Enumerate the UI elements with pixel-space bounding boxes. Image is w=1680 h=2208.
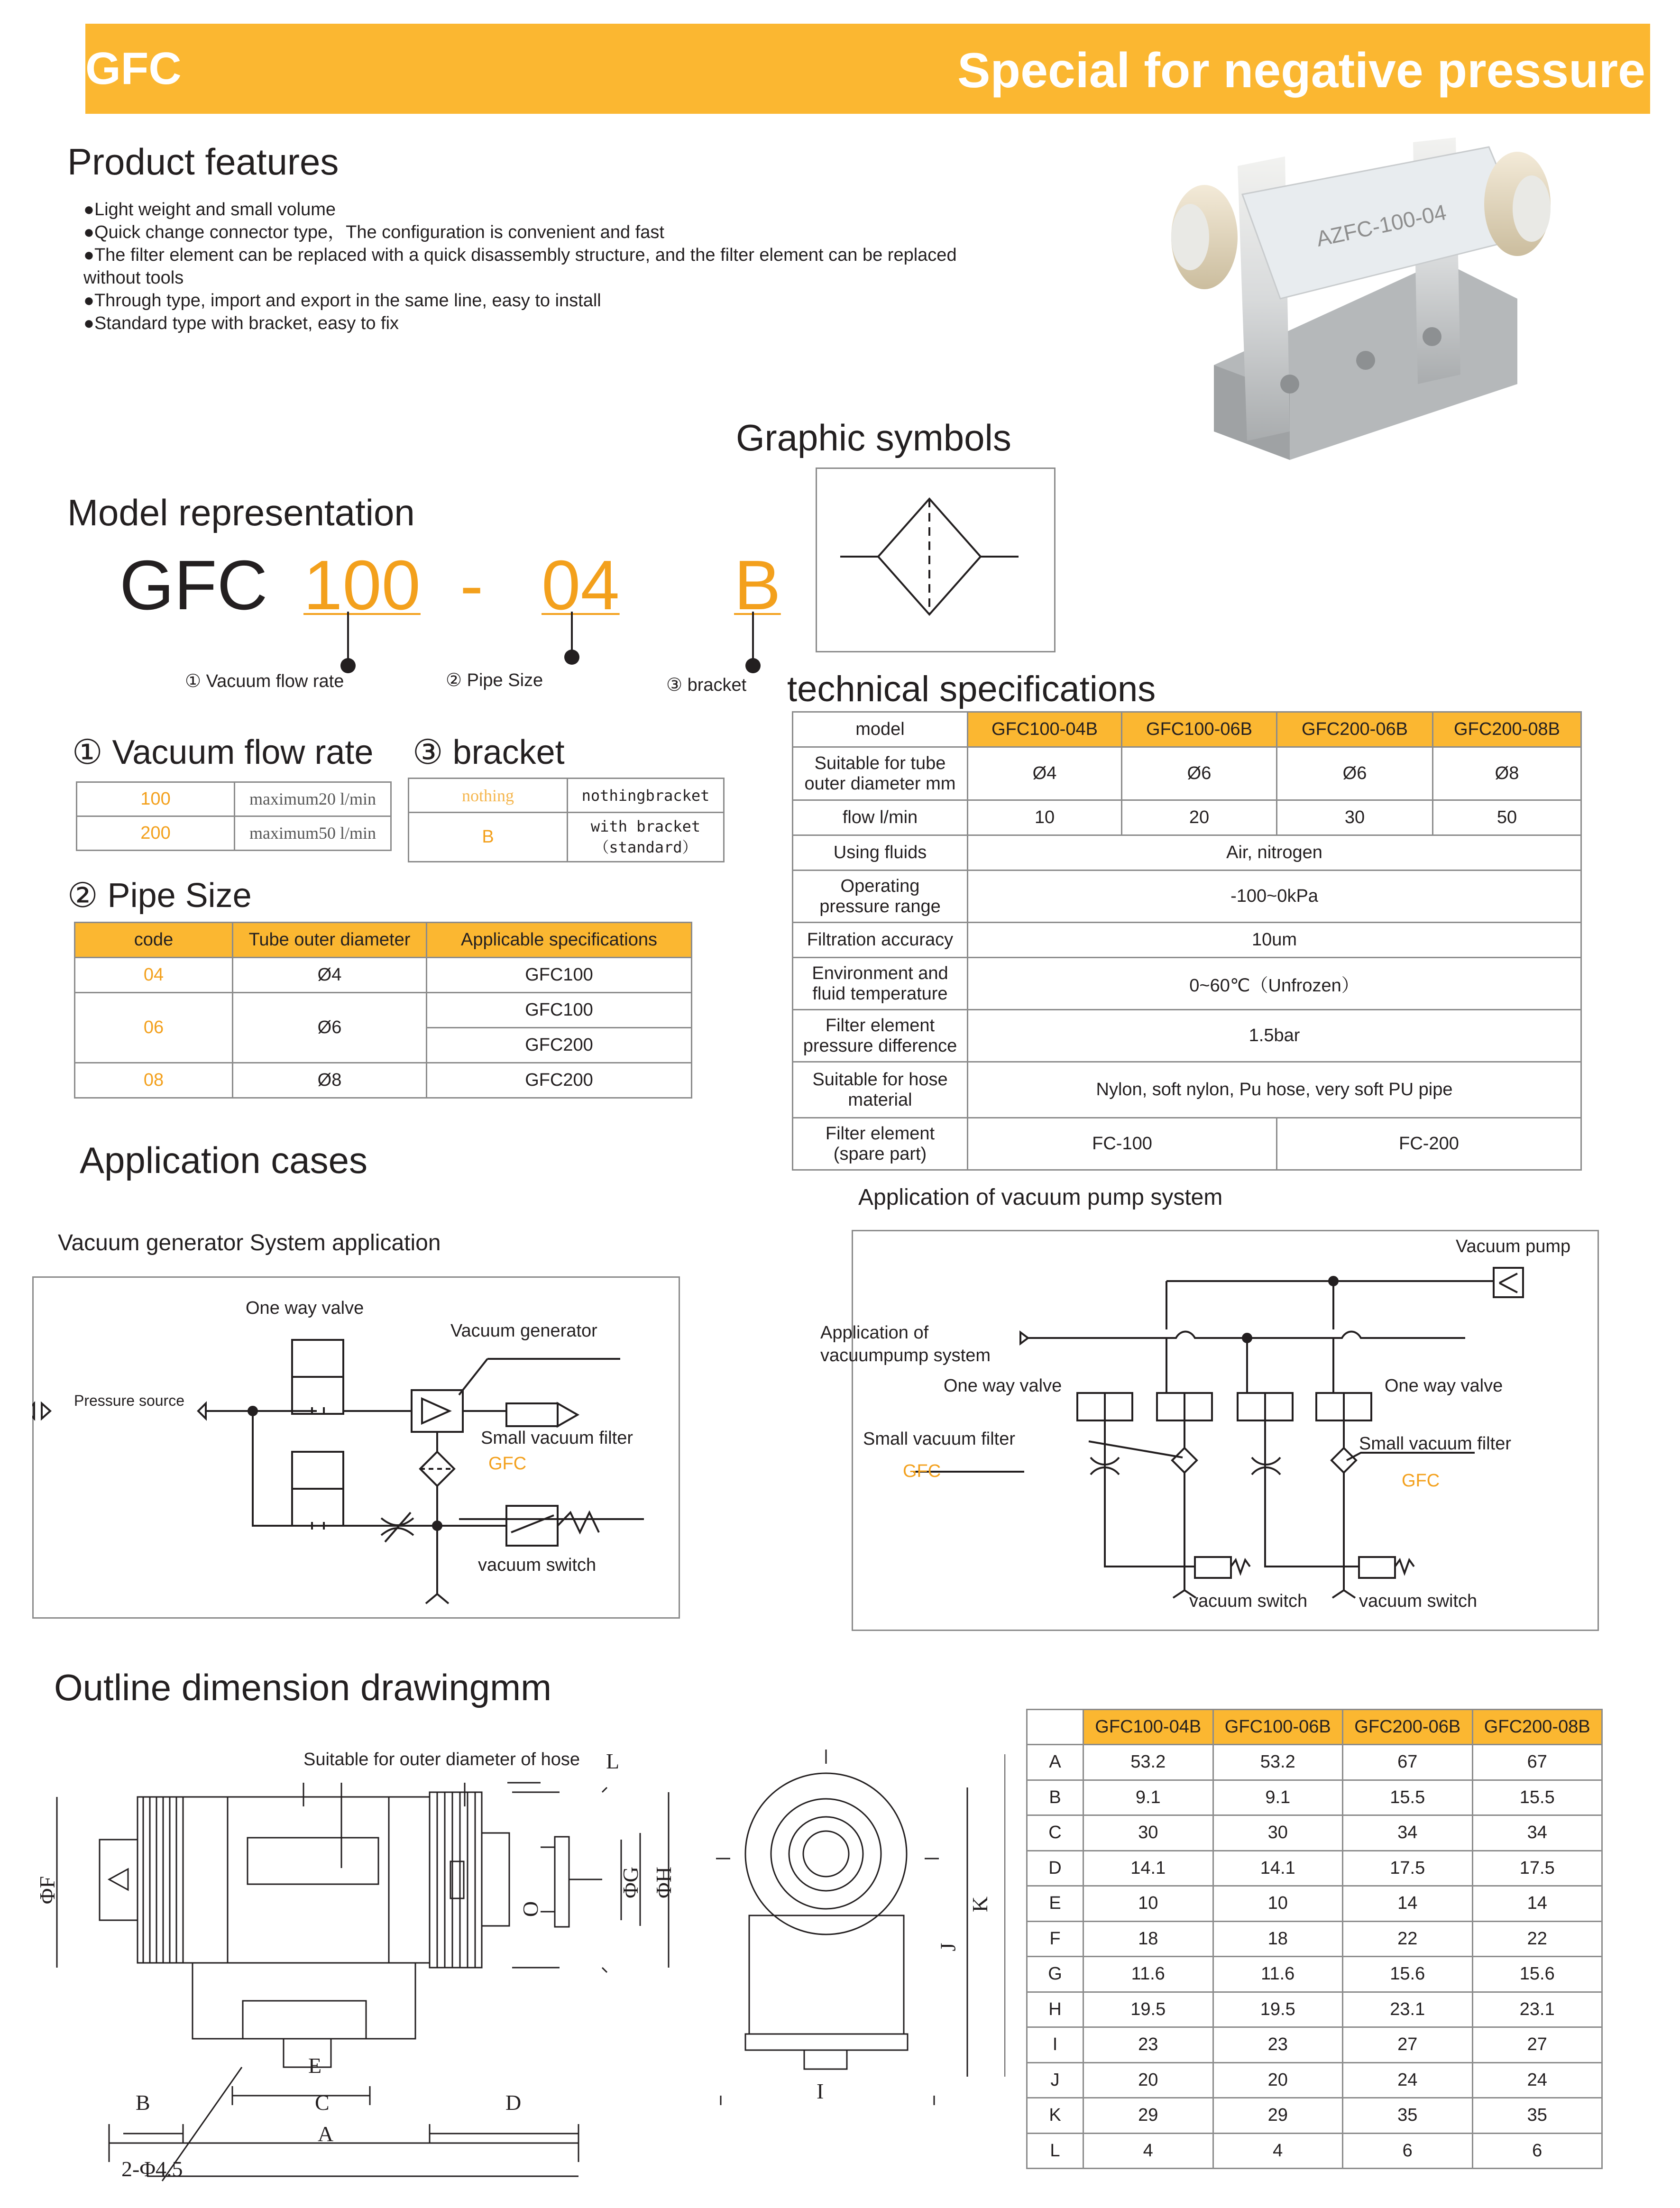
dim-row xyxy=(1027,1921,1602,1957)
dim-value: 19.5 xyxy=(1213,1992,1343,2027)
tech-cell: 20 xyxy=(1122,800,1277,835)
vg-title: Vacuum generator System application xyxy=(58,1230,441,1255)
dim-value: 20 xyxy=(1083,2062,1213,2098)
dim-value: 27 xyxy=(1472,2027,1602,2063)
dim-value: 22 xyxy=(1472,1921,1602,1957)
tech-title: technical specifications xyxy=(787,669,1156,709)
vp-switch-left: vacuum switch xyxy=(1189,1591,1308,1611)
dim-value: 22 xyxy=(1343,1921,1473,1957)
bracket-code: nothing xyxy=(409,779,568,813)
dim-J: J xyxy=(936,1942,960,1951)
pipe-spec: GFC200 xyxy=(427,1028,692,1063)
dim-table xyxy=(1026,1709,1603,2169)
dim-key: B xyxy=(1027,1780,1083,1815)
filter-symbol xyxy=(816,467,1056,652)
header-title: GFC xyxy=(85,43,182,94)
dim-value: 9.1 xyxy=(1213,1780,1343,1815)
dim-value: 53.2 xyxy=(1083,1745,1213,1780)
dim-value: 67 xyxy=(1343,1745,1473,1780)
dim-row xyxy=(1027,1851,1602,1886)
tech-cell: 1.5bar xyxy=(968,1010,1581,1062)
dim-row xyxy=(1027,1815,1602,1851)
dim-I: I xyxy=(817,2079,824,2103)
tech-param: Filter element (spare part) xyxy=(793,1118,968,1170)
flow-value: maximum20 l/min xyxy=(235,782,391,816)
pipe-header: code xyxy=(75,923,233,958)
model-prefix: GFC xyxy=(119,546,268,624)
dim-value: 18 xyxy=(1083,1921,1213,1957)
dim-value: 34 xyxy=(1472,1815,1602,1851)
flow-rate-table xyxy=(76,781,392,851)
model-label-pipe: ② Pipe Size xyxy=(446,670,543,690)
dim-key: J xyxy=(1027,2062,1083,2098)
dim-value: 24 xyxy=(1472,2062,1602,2098)
vg-one-way-valve-label: One way valve xyxy=(246,1298,364,1318)
dim-value: 24 xyxy=(1343,2062,1473,2098)
dim-value: 14.1 xyxy=(1083,1851,1213,1886)
header-subtitle: Special for negative pressure xyxy=(957,43,1645,98)
dim-key: I xyxy=(1027,2027,1083,2063)
vp-switch-right: vacuum switch xyxy=(1359,1591,1478,1611)
dim-row xyxy=(1027,2027,1602,2063)
pipe-size-table xyxy=(74,922,692,1099)
dim-H: ΦH xyxy=(651,1867,676,1898)
model-label-flow: ① Vacuum flow rate xyxy=(185,671,344,691)
tech-header: GFC100-04B xyxy=(968,712,1122,747)
dim-E: E xyxy=(308,2053,322,2078)
dim-value: 23 xyxy=(1213,2027,1343,2063)
dim-O: O xyxy=(518,1901,543,1917)
vp-app-label-1: Application of xyxy=(820,1323,929,1343)
dim-value: 19.5 xyxy=(1083,1992,1213,2027)
bracket-desc: nothingbracket xyxy=(568,779,724,813)
dim-hole: 2-Φ4.5 xyxy=(121,2157,183,2181)
dim-value: 17.5 xyxy=(1472,1851,1602,1886)
dim-value: 15.5 xyxy=(1343,1780,1473,1815)
dim-value: 23.1 xyxy=(1343,1992,1473,2027)
vp-pump-label: Vacuum pump xyxy=(1456,1237,1571,1256)
pipe-size-title: ② Pipe Size xyxy=(67,877,252,915)
dim-key: K xyxy=(1027,2098,1083,2134)
tech-cell: 10um xyxy=(968,923,1581,958)
dim-value: 10 xyxy=(1213,1886,1343,1922)
tech-header: GFC100-06B xyxy=(1122,712,1277,747)
tech-cell: Nylon, soft nylon, Pu hose, very soft PU pipe xyxy=(968,1062,1581,1118)
dim-row xyxy=(1027,1992,1602,2027)
model-label-bracket: ③ bracket xyxy=(666,675,747,695)
outline-end-view xyxy=(702,1745,1005,2105)
dim-key: C xyxy=(1027,1815,1083,1851)
pipe-code: 08 xyxy=(75,1063,233,1098)
dim-value: 17.5 xyxy=(1343,1851,1473,1886)
dim-value: 35 xyxy=(1472,2098,1602,2134)
dim-value: 14 xyxy=(1343,1886,1473,1922)
bracket-code: B xyxy=(409,813,568,862)
pipe-dia: Ø4 xyxy=(233,958,427,993)
vp-filter-left: Small vacuum filter xyxy=(863,1429,1015,1449)
dim-value: 4 xyxy=(1213,2133,1343,2169)
dim-table-body xyxy=(1027,1745,1602,2169)
pipe-code: 04 xyxy=(75,958,233,993)
dim-value: 34 xyxy=(1343,1815,1473,1851)
model-dash: - xyxy=(460,546,484,624)
dim-row xyxy=(1027,1780,1602,1815)
dim-G: ΦG xyxy=(618,1867,643,1898)
bracket-table xyxy=(408,778,725,862)
pipe-spec: GFC200 xyxy=(427,1063,692,1098)
dim-value: 14 xyxy=(1472,1886,1602,1922)
tech-param: flow l/min xyxy=(793,800,968,835)
bracket-title: ③ bracket xyxy=(413,733,565,771)
dim-value: 10 xyxy=(1083,1886,1213,1922)
vp-title: Application of vacuum pump system xyxy=(858,1185,1223,1210)
header-bar xyxy=(85,24,1650,114)
outline-side-view xyxy=(38,1745,711,2190)
dim-row xyxy=(1027,1745,1602,1780)
vg-switch-label: vacuum switch xyxy=(478,1555,597,1575)
features-list xyxy=(83,198,1032,335)
vp-one-way-left: One way valve xyxy=(944,1376,1062,1396)
dim-value: 15.5 xyxy=(1472,1780,1602,1815)
dim-value: 30 xyxy=(1213,1815,1343,1851)
model-bracket-code: B xyxy=(734,546,781,624)
dim-value: 15.6 xyxy=(1343,1957,1473,1992)
tech-cell: FC-200 xyxy=(1277,1118,1581,1170)
dim-header: GFC100-06B xyxy=(1213,1710,1343,1745)
dim-value: 4 xyxy=(1083,2133,1213,2169)
feature-item: ●Quick change connector type，The configuration is convenient and fast xyxy=(83,222,664,242)
pipe-spec: GFC100 xyxy=(427,993,692,1028)
model-flow-code: 100 xyxy=(303,546,421,624)
dim-value: 9.1 xyxy=(1083,1780,1213,1815)
dim-value: 29 xyxy=(1213,2098,1343,2134)
dim-key: L xyxy=(1027,2133,1083,2169)
dim-value: 20 xyxy=(1213,2062,1343,2098)
tech-param: Using fluids xyxy=(793,835,968,870)
tech-cell: 50 xyxy=(1433,800,1581,835)
vg-gfc-label: GFC xyxy=(488,1454,527,1474)
dim-key: D xyxy=(1027,1851,1083,1886)
dim-value: 6 xyxy=(1472,2133,1602,2169)
dim-value: 18 xyxy=(1213,1921,1343,1957)
dim-value: 53.2 xyxy=(1213,1745,1343,1780)
dim-header xyxy=(1027,1710,1083,1745)
graphic-symbols-title: Graphic symbols xyxy=(736,417,1011,458)
flow-rate-title: ① Vacuum flow rate xyxy=(72,733,374,771)
feature-item: ●Standard type with bracket, easy to fix xyxy=(83,313,399,333)
tech-cell: Ø8 xyxy=(1433,747,1581,800)
tech-param: Suitable for tube outer diameter mm xyxy=(793,747,968,800)
dim-value: 15.6 xyxy=(1472,1957,1602,1992)
hose-label: Suitable for outer diameter of hose xyxy=(303,1750,580,1769)
product-label: AZFC-100-04 xyxy=(1314,199,1449,251)
feature-item: without tools xyxy=(83,268,184,288)
feature-item: ●Through type, import and export in the same line, easy to install xyxy=(83,291,601,311)
pipe-code: 06 xyxy=(75,993,233,1063)
vp-gfc-right: GFC xyxy=(1402,1471,1440,1491)
flow-code: 100 xyxy=(77,782,235,816)
tech-param: Operating pressure range xyxy=(793,870,968,923)
dim-header: GFC100-04B xyxy=(1083,1710,1213,1745)
dim-row xyxy=(1027,2133,1602,2169)
dim-value: 6 xyxy=(1343,2133,1473,2169)
dim-B: B xyxy=(136,2090,150,2115)
tech-param: Filtration accuracy xyxy=(793,923,968,958)
tech-cell: 0~60℃（Unfrozen） xyxy=(968,958,1581,1010)
tech-cell: Ø6 xyxy=(1277,747,1433,800)
model-pipe-code: 04 xyxy=(542,546,620,624)
dim-key: E xyxy=(1027,1886,1083,1922)
model-title: Model representation xyxy=(67,492,415,533)
pipe-header: Applicable specifications xyxy=(427,923,692,958)
dim-key: H xyxy=(1027,1992,1083,2027)
vp-gfc-left: GFC xyxy=(903,1461,941,1481)
vg-pressure-source-label: Pressure source xyxy=(74,1392,184,1409)
dim-F: ΦF xyxy=(35,1876,60,1905)
tech-param: Filter element pressure difference xyxy=(793,1010,968,1062)
pipe-header: Tube outer diameter xyxy=(233,923,427,958)
pipe-spec: GFC100 xyxy=(427,958,692,993)
dim-value: 23 xyxy=(1083,2027,1213,2063)
feature-item: ●The filter element can be replaced with a quick disassembly structure, and the filter element can be replaced xyxy=(83,245,957,265)
tech-header: model xyxy=(793,712,968,747)
dim-row xyxy=(1027,1886,1602,1922)
outline-title: Outline dimension drawingmm xyxy=(54,1667,552,1708)
dim-header: GFC200-08B xyxy=(1472,1710,1602,1745)
vp-one-way-right: One way valve xyxy=(1385,1376,1503,1396)
dim-value: 30 xyxy=(1083,1815,1213,1851)
product-image xyxy=(1129,128,1579,469)
dim-value: 27 xyxy=(1343,2027,1473,2063)
vp-filter-right: Small vacuum filter xyxy=(1359,1434,1511,1454)
dim-key: A xyxy=(1027,1745,1083,1780)
tech-header: GFC200-08B xyxy=(1433,712,1581,747)
bracket-desc: with bracket （standard） xyxy=(568,813,724,862)
flow-code: 200 xyxy=(77,816,235,851)
tech-cell: Ø6 xyxy=(1122,747,1277,800)
tech-param: Suitable for hose material xyxy=(793,1062,968,1118)
pipe-dia: Ø8 xyxy=(233,1063,427,1098)
dim-key: G xyxy=(1027,1957,1083,1992)
dim-A: A xyxy=(318,2122,334,2146)
flow-value: maximum50 l/min xyxy=(235,816,391,851)
dim-key: F xyxy=(1027,1921,1083,1957)
tech-param: Environment and fluid temperature xyxy=(793,958,968,1010)
dim-header: GFC200-06B xyxy=(1343,1710,1473,1745)
tech-table xyxy=(792,711,1582,1171)
dim-value: 67 xyxy=(1472,1745,1602,1780)
dim-row xyxy=(1027,1957,1602,1992)
dim-row xyxy=(1027,2062,1602,2098)
dim-D: D xyxy=(505,2090,522,2115)
dim-row xyxy=(1027,2098,1602,2134)
dim-C: C xyxy=(315,2090,330,2115)
tech-cell: 30 xyxy=(1277,800,1433,835)
dim-value: 11.6 xyxy=(1213,1957,1343,1992)
dim-K: K xyxy=(968,1896,992,1913)
tech-cell: Ø4 xyxy=(968,747,1122,800)
dim-value: 35 xyxy=(1343,2098,1473,2134)
feature-item: ●Light weight and small volume xyxy=(83,200,336,220)
features-title: Product features xyxy=(67,141,339,183)
tech-cell: FC-100 xyxy=(968,1118,1277,1170)
dim-value: 14.1 xyxy=(1213,1851,1343,1886)
dim-value: 29 xyxy=(1083,2098,1213,2134)
dim-value: 11.6 xyxy=(1083,1957,1213,1992)
app-title: Application cases xyxy=(80,1139,368,1181)
tech-cell: Air, nitrogen xyxy=(968,835,1581,870)
vp-app-label-2: vacuumpump system xyxy=(820,1346,991,1365)
vg-filter-label: Small vacuum filter xyxy=(481,1428,633,1448)
pipe-dia: Ø6 xyxy=(233,993,427,1063)
tech-cell: 10 xyxy=(968,800,1122,835)
tech-header: GFC200-06B xyxy=(1277,712,1433,747)
vg-generator-label: Vacuum generator xyxy=(450,1321,597,1341)
dim-L: L xyxy=(606,1749,620,1773)
dim-value: 23.1 xyxy=(1472,1992,1602,2027)
tech-cell: -100~0kPa xyxy=(968,870,1581,923)
